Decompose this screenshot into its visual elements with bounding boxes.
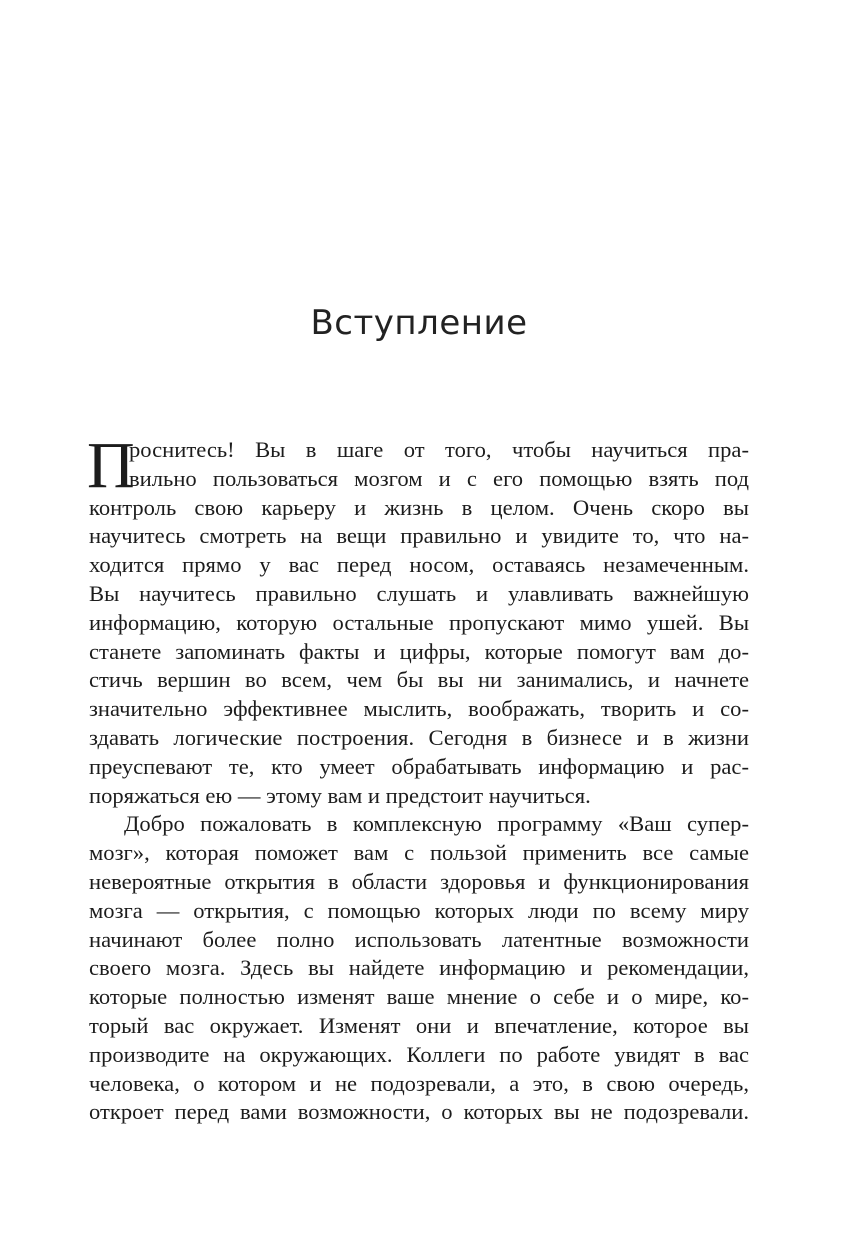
- text-line: невероятные открытия в области здоровья и функционирования: [89, 868, 749, 894]
- text-line: ходится прямо у вас перед носом, оставаясь незамеченным.: [89, 552, 749, 578]
- text-line: начинают более полно использовать латентные возможности: [89, 926, 749, 952]
- text-line: Вы научитесь правильно слушать и улавливать важнейшую: [89, 580, 749, 606]
- text-line: Добро пожаловать в комплексную программу «Ваш супер-: [124, 811, 749, 837]
- text-line: торый вас окружает. Изменят они и впечатление, которое вы: [89, 1012, 749, 1038]
- text-line: которые полностью изменят ваше мнение о себе и о мире, ко-: [89, 984, 749, 1010]
- chapter-title: Вступление: [310, 303, 528, 343]
- text-line: поряжаться ею — этому вам и предстоит научиться.: [89, 782, 591, 808]
- text-line: стичь вершин во всем, чем бы вы ни занимались, и начнете: [89, 667, 749, 693]
- text-line: откроет перед вами возможности, о которых вы не подозревали.: [89, 1099, 749, 1125]
- text-line: контроль свою карьеру и жизнь в целом. Очень скоро вы: [89, 494, 749, 520]
- text-line: мозга — открытия, с помощью которых люди по всему миру: [89, 897, 749, 923]
- drop-cap: П: [87, 429, 135, 502]
- text-line: роснитесь! Вы в шаге от того, чтобы научиться пра-: [129, 437, 749, 462]
- text-line: производите на окружающих. Коллеги по работе увидят в вас: [89, 1041, 749, 1067]
- text-line: преуспевают те, кто умеет обрабатывать информацию и рас-: [89, 753, 749, 779]
- text-line: значительно эффективнее мыслить, воображать, творить и со-: [89, 696, 749, 722]
- text-line: информацию, которую остальные пропускают мимо ушей. Вы: [89, 609, 749, 635]
- text-line: станете запоминать факты и цифры, которые помогут вам до-: [89, 638, 749, 664]
- text-line: вильно пользоваться мозгом и с его помощью взять под: [129, 465, 749, 491]
- paragraph-1: [87, 429, 749, 810]
- text-line: человека, о котором и не подозревали, а это, в свою очередь,: [89, 1070, 749, 1096]
- text-line: здавать логические построения. Сегодня в бизнесе и в жизни: [89, 724, 749, 750]
- text-line: своего мозга. Здесь вы найдете информацию и рекомендации,: [89, 955, 749, 981]
- paragraph-2: [89, 810, 749, 1127]
- body-text: [87, 429, 749, 1127]
- text-line: мозг», которая поможет вам с пользой применить все самые: [89, 840, 749, 866]
- text-line: научитесь смотреть на вещи правильно и увидите то, что на-: [89, 523, 749, 549]
